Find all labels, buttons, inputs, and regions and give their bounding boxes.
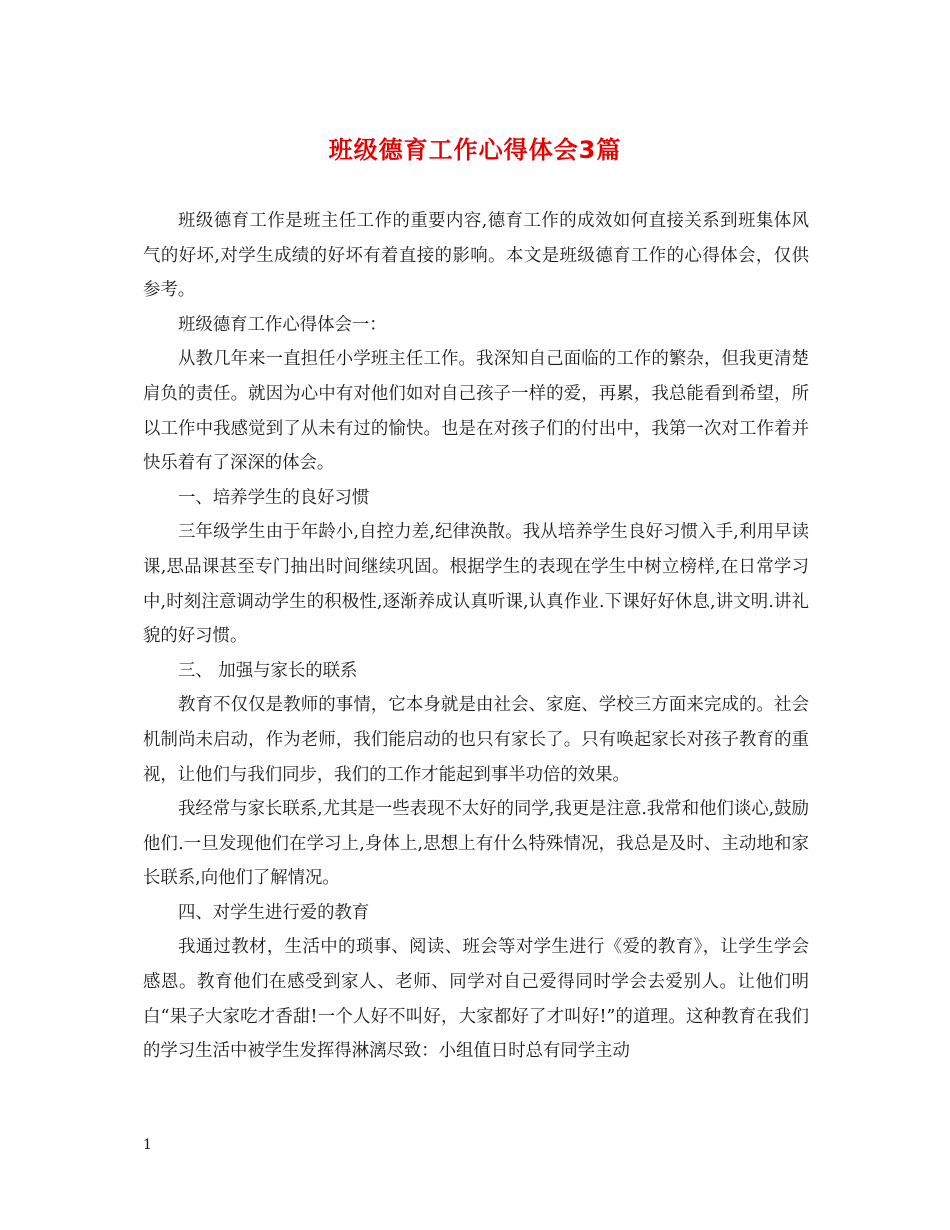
paragraph: 教育不仅仅是教师的事情，它本身就是由社会、家庭、学校三方面来完成的。社会机制尚未启动，作为老师，我们能启动的也只有家长了。只有唤起家长对孩子教育的重视，让他们与我们同步，我们的工作才能起到事半功倍的效果。 xyxy=(143,695,809,785)
document-body xyxy=(143,204,809,1069)
section-heading: 一、培养学生的良好习惯 xyxy=(178,487,370,508)
paragraph: 班级德育工作是班主任工作的重要内容,德育工作的成效如何直接关系到班集体风气的好坏,对学生成绩的好坏有着直接的影响。本文是班级德育工作的心得体会，仅供参考。 xyxy=(143,211,809,301)
section-heading: 三、 加强与家长的联系 xyxy=(178,660,358,681)
document-title: 班级德育工作心得体会3篇 xyxy=(328,136,622,164)
paragraph: 我通过教材，生活中的琐事、阅读、班会等对学生进行《爱的教育》，让学生学会感恩。教育他们在感受到家人、老师、同学对自己爱得同时学会去爱别人。让他们明白“果子大家吃才香甜!一个人好不叫好，大家都好了才叫好!”的道理。这种教育在我们的学习生活中被学生发挥得淋漓尽致：小组值日时总有同学主动 xyxy=(143,937,809,1062)
paragraph: 三年级学生由于年龄小,自控力差,纪律涣散。我从培养学生良好习惯入手,利用早读课,思品课甚至专门抽出时间继续巩固。根据学生的表现在学生中树立榜样,在日常学习中,时刻注意调动学生的积极性,逐渐养成认真听课,认真作业.下课好好休息,讲文明.讲礼貌的好习惯。 xyxy=(143,522,809,647)
section-heading: 班级德育工作心得体会一： xyxy=(178,314,387,335)
section-heading: 四、对学生进行爱的教育 xyxy=(178,902,370,923)
paragraph: 从教几年来一直担任小学班主任工作。我深知自己面临的工作的繁杂，但我更清楚肩负的责任。就因为心中有对他们如对自己孩子一样的爱，再累，我总能看到希望，所以工作中我感觉到了从未有过的愉快。也是在对孩子们的付出中，我第一次对工作着并快乐着有了深深的体会。 xyxy=(143,349,809,474)
paragraph: 我经常与家长联系,尤其是一些表现不太好的同学,我更是注意.我常和他们谈心,鼓励他们.一旦发现他们在学习上,身体上,思想上有什么特殊情况，我总是及时、主动地和家长联系,向他们了解情况。 xyxy=(143,799,809,889)
page-number: 1 xyxy=(143,1137,152,1153)
